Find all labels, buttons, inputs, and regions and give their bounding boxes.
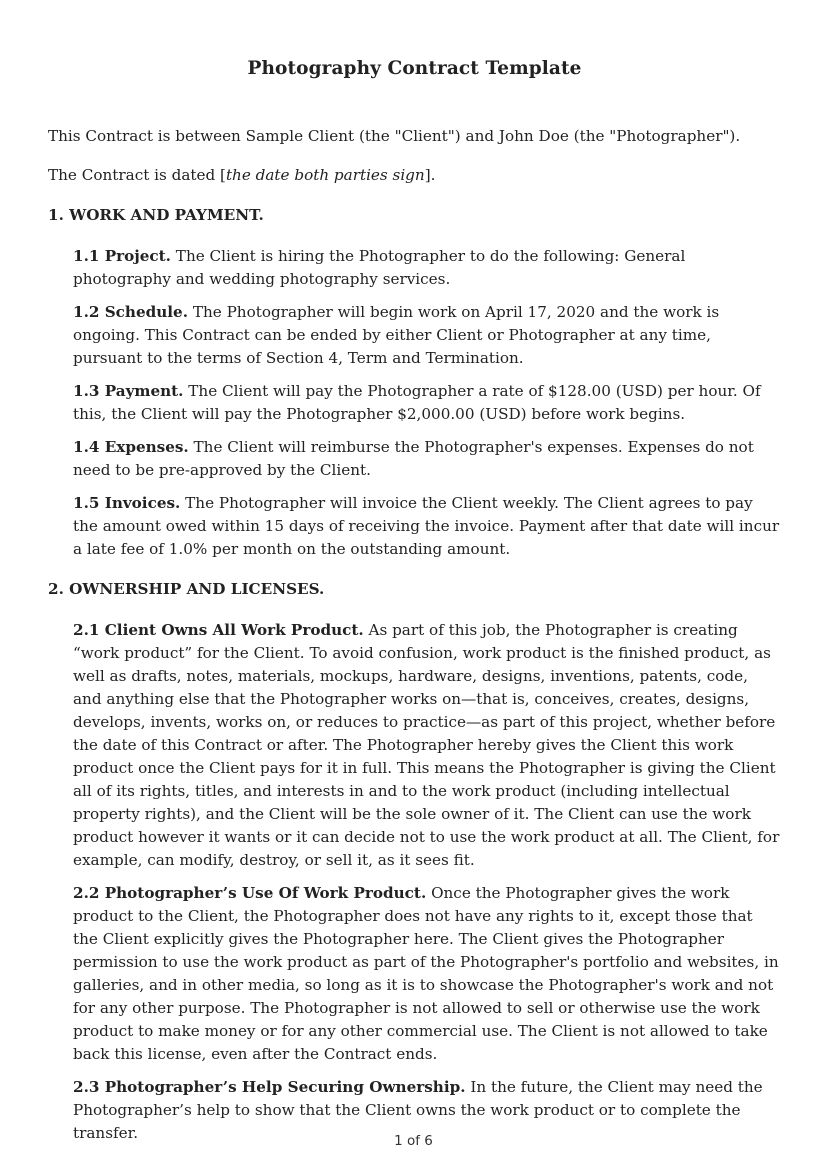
clause-label: 1.4 Expenses.: [73, 438, 189, 456]
clause-text: Once the Photographer gives the work product to the Client, the Photographer does not have any rights to it, except those that the Client explicitly gives the Photographer here. The Client gives the Photographer permission to use the work product as part of the Photographer's portfolio and websites, in galleries, and in other media, so long as it is to showcase the Photographer's work and not for any other purpose. The Photographer is not allowed to sell or otherwise use the work product to make money or for any other commercial use. The Client is not allowed to take back this license, even after the Contract ends.: [73, 884, 779, 1063]
clause-1-3-payment: [73, 380, 781, 426]
document-title: Photography Contract Template: [247, 58, 582, 79]
date-prefix: The Contract is dated [: [48, 166, 226, 184]
clause-label: 1.3 Payment.: [73, 382, 184, 400]
clause-label: 2.3 Photographer’s Help Securing Ownership.: [73, 1078, 466, 1096]
clause-text: The Client is hiring the Photographer to do the following: General photography and wedding photography services.: [73, 247, 686, 288]
clause-label: 2.1 Client Owns All Work Product.: [73, 621, 364, 639]
section-heading-ownership-and-licenses: 2. OWNERSHIP AND LICENSES.: [48, 580, 325, 598]
date-suffix: ].: [424, 166, 436, 184]
clause-1-5-invoices: [73, 492, 781, 561]
clause-label: 1.2 Schedule.: [73, 303, 189, 321]
clause-label: 1.5 Invoices.: [73, 494, 181, 512]
clause-label: 2.2 Photographer’s Use Of Work Product.: [73, 884, 427, 902]
date-placeholder: the date both parties sign: [225, 166, 425, 184]
clause-text: As part of this job, the Photographer is creating “work product” for the Client. To avoid confusion, work product is the finished product, as well as drafts, notes, materials, mockups, hardware, designs, inventions, patents, code, and anything else that the Photographer works on—that is, conceives, creates, designs, develops, invents, works on, or reduces to practice—as part of this project, whether before the date of this Contract or after. The Photographer hereby gives the Client this work product once the Client pays for it in full. This means the Photographer is giving the Client all of its rights, titles, and interests in and to the work product (including intellectual property rights), and the Client will be the sole owner of it. The Client can use the work product however it wants or it can decide not to use the work product at all. The Client, for example, can modify, destroy, or sell it, as it sees fit.: [73, 621, 780, 869]
clause-text: The Client will reimburse the Photographer's expenses. Expenses do not need to be pre-approved by the Client.: [73, 438, 754, 479]
section-heading-work-and-payment: 1. WORK AND PAYMENT.: [48, 206, 264, 224]
clause-2-1-client-owns-work-product: [73, 619, 781, 872]
clause-1-4-expenses: [73, 436, 781, 482]
clause-2-2-photographer-use-of-work-product: [73, 882, 781, 1066]
contract-date-line: [48, 164, 781, 187]
clause-text: The Photographer will invoice the Client weekly. The Client agrees to pay the amount owed within 15 days of receiving the invoice. Payment after that date will incur a late fee of 1.0% per month on the outstanding amount.: [73, 494, 780, 558]
page-indicator: 1 of 6: [394, 1133, 433, 1149]
clause-label: 1.1 Project.: [73, 247, 171, 265]
clause-text: In the future, the Client may need the Photographer’s help to show that the Client owns the work product or to complete the transfer.: [73, 1078, 763, 1142]
clause-text: The Client will pay the Photographer a rate of $128.00 (USD) per hour. Of this, the Client will pay the Photographer $2,000.00 (USD) before work begins.: [73, 382, 761, 423]
clause-text: The Photographer will begin work on April 17, 2020 and the work is ongoing. This Contract can be ended by either Client or Photographer at any time, pursuant to the terms of Section 4, Term and Termination.: [73, 303, 720, 367]
contract-intro: This Contract is between Sample Client (the "Client") and John Doe (the "Photographer").: [48, 127, 741, 145]
clause-1-1-project: [73, 245, 781, 291]
clause-1-2-schedule: [73, 301, 781, 370]
